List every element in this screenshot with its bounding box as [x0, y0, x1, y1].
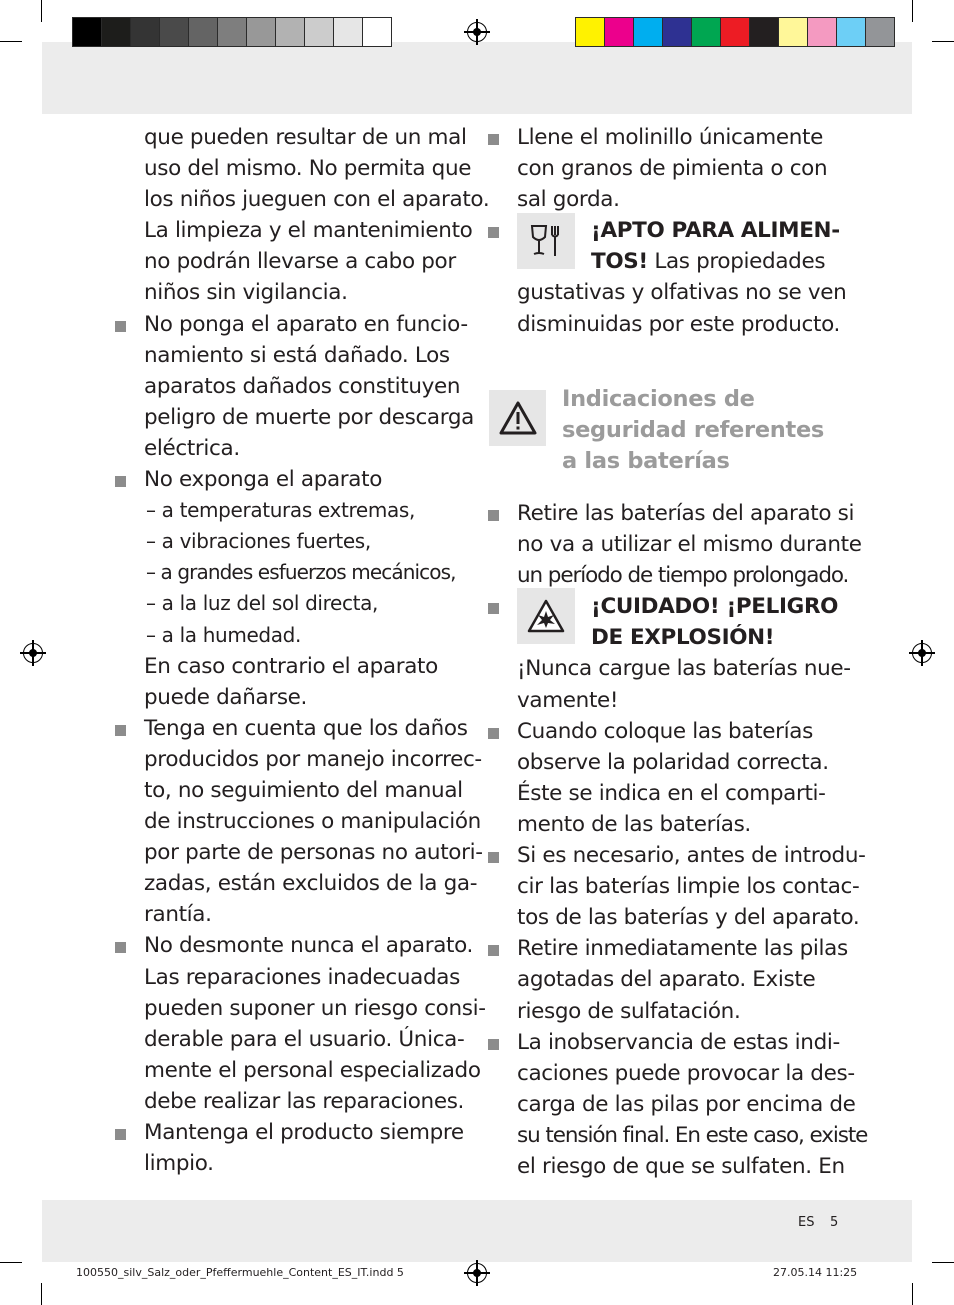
footer-band — [42, 1200, 912, 1262]
gray-swatch — [275, 17, 305, 47]
text-line: carga de las pilas por encima de — [517, 1091, 856, 1117]
list-item — [517, 716, 849, 840]
list-item — [517, 122, 849, 215]
text-line: puede dañarse. — [144, 684, 308, 710]
text-line: La limpieza y el mantenimiento — [144, 218, 473, 244]
gray-swatch — [130, 17, 160, 47]
color-swatch — [807, 17, 837, 47]
text-line: su tensión final. En este caso, existe — [517, 1122, 868, 1148]
text-line: de instrucciones o manipulación — [144, 809, 481, 835]
bullet-square-icon — [488, 510, 499, 521]
left-column — [144, 122, 490, 1179]
battery-safety-heading — [562, 384, 852, 478]
color-swatch — [604, 17, 634, 47]
slug-filename: 100550_silv_Salz_oder_Pfeffermuehle_Content_ES_IT.indd 5 — [76, 1266, 404, 1279]
bullet-square-icon — [488, 603, 499, 614]
list-item — [144, 122, 490, 309]
text-line: por parte de personas no autori- — [144, 840, 483, 866]
warning-triangle-icon — [489, 390, 546, 446]
text-line: Las reparaciones inadecuadas — [144, 964, 460, 990]
text-line: eléctrica. — [144, 435, 240, 461]
registration-mark-right — [912, 643, 932, 663]
text-line: producidos por manejo incorrec- — [144, 746, 482, 772]
color-swatch — [633, 17, 663, 47]
color-swatch — [865, 17, 895, 47]
list-item — [144, 1117, 474, 1179]
registration-mark-bottom — [467, 1263, 487, 1283]
text-line: debe realizar las reparaciones. — [144, 1088, 465, 1114]
color-swatch — [691, 17, 721, 47]
page-number: 5 — [830, 1215, 839, 1230]
text-line: No exponga el aparato — [144, 467, 383, 493]
text-line: disminuidas por este producto. — [517, 311, 841, 337]
list-item — [517, 840, 866, 933]
gray-swatch — [362, 17, 392, 47]
text-line: a las baterías — [562, 448, 730, 475]
explosion-hazard-icon — [517, 588, 575, 644]
text-line: aparatos dañados constituyen — [144, 373, 461, 399]
text-line: No ponga el aparato en funcio- — [144, 311, 468, 337]
text-line: sal gorda. — [517, 187, 620, 213]
bullet-square-icon — [488, 852, 499, 863]
text-line: seguridad referentes — [562, 417, 825, 444]
gray-swatch — [304, 17, 334, 47]
text-line: derable para el usuario. Única- — [144, 1026, 465, 1052]
text-line: Éste se indica en el comparti- — [517, 780, 826, 806]
text-line: riesgo de sulfatación. — [517, 998, 741, 1024]
food-safe-title-end: TOS! — [591, 249, 648, 275]
text-line: zadas, están excluidos de la ga- — [144, 871, 478, 897]
list-item — [144, 309, 474, 464]
text-line: no podrán llevarse a cabo por — [144, 249, 456, 275]
bullet-square-icon — [115, 942, 126, 953]
gray-swatch — [72, 17, 102, 47]
text-line: Llene el molinillo únicamente — [517, 125, 824, 150]
text-line: que pueden resultar de un mal — [144, 125, 467, 150]
explosion-title-end: DE EXPLOSIÓN! — [591, 625, 775, 651]
text-line: uso del mismo. No permita que — [144, 156, 472, 182]
text-line: observe la polaridad correcta. — [517, 749, 829, 775]
text-line: caciones puede provocar la des- — [517, 1060, 855, 1086]
list-item — [517, 498, 862, 591]
text-line: to, no seguimiento del manual — [144, 777, 463, 803]
sub-list-line: – a temperaturas extremas, — [146, 498, 415, 523]
color-swatch — [575, 17, 605, 47]
bullet-square-icon — [115, 725, 126, 736]
sub-list-line: – a la luz del sol directa, — [146, 591, 379, 616]
list-item — [144, 713, 483, 931]
right-column-top — [517, 122, 849, 340]
text-line: Tenga en cuenta que los daños — [144, 715, 468, 741]
text-line: tos de las baterías y del aparato. — [517, 905, 860, 931]
text-line: ¡Nunca cargue las baterías nue- — [517, 656, 851, 682]
text-line: agotadas del aparato. Existe — [517, 967, 816, 993]
registration-mark-left — [23, 643, 43, 663]
text-line: En caso contrario el aparato — [144, 653, 438, 679]
text-line: mento de las baterías. — [517, 811, 751, 837]
gray-swatch — [333, 17, 363, 47]
text-line: peligro de muerte por descarga — [144, 404, 474, 430]
bullet-square-icon — [488, 945, 499, 956]
food-safe-text: Las propiedades — [647, 249, 826, 275]
sub-list-line: – a vibraciones fuertes, — [146, 529, 371, 554]
header-band — [42, 42, 912, 114]
text-line: mente el personal especializado — [144, 1057, 481, 1083]
text-line: cir las baterías limpie los contac- — [517, 874, 860, 900]
food-safe-icon — [517, 213, 575, 269]
text-line: el riesgo de que se sulfaten. En — [517, 1153, 845, 1179]
bullet-square-icon — [488, 227, 499, 238]
text-line: No desmonte nunca el aparato. — [144, 933, 474, 959]
list-item — [144, 464, 474, 713]
text-line: Si es necesario, antes de introdu- — [517, 843, 866, 869]
food-safe-item — [517, 215, 849, 339]
bullet-square-icon — [115, 1129, 126, 1140]
bullet-square-icon — [115, 476, 126, 487]
text-line: vamente! — [517, 687, 619, 713]
color-swatch — [778, 17, 808, 47]
text-line: namiento si está dañado. Los — [144, 342, 450, 368]
text-line: Retire las baterías del aparato si — [517, 501, 855, 526]
color-swatch — [662, 17, 692, 47]
list-item — [517, 1027, 868, 1182]
gray-swatch — [159, 17, 189, 47]
explosion-title: ¡CUIDADO! ¡PELIGRO — [591, 594, 839, 620]
gray-swatch — [217, 17, 247, 47]
text-line: pueden suponer un riesgo consi- — [144, 995, 486, 1021]
color-swatch — [749, 17, 779, 47]
bullet-square-icon — [488, 134, 499, 145]
bullet-square-icon — [115, 321, 126, 332]
sub-list-line: – a grandes esfuerzos mecánicos, — [146, 560, 456, 585]
text-line: limpio. — [144, 1151, 214, 1177]
bullet-square-icon — [488, 728, 499, 739]
text-line: los niños jueguen con el aparato. — [144, 187, 490, 213]
text-line: rantía. — [144, 902, 212, 928]
text-line: no va a utilizar el mismo durante — [517, 532, 862, 558]
food-safe-title: ¡APTO PARA ALIMEN- — [591, 218, 840, 244]
text-line: Cuando coloque las baterías — [517, 718, 813, 744]
slug-date: 27.05.14 11:25 — [773, 1266, 858, 1279]
right-column-batteries — [517, 498, 868, 1182]
gray-swatch — [188, 17, 218, 47]
text-line: niños sin vigilancia. — [144, 280, 348, 306]
footer-language: ES — [798, 1215, 815, 1230]
text-line: Indicaciones de — [562, 386, 755, 412]
text-line: gustativas y olfativas no se ven — [517, 280, 847, 306]
sub-list-line: – a la humedad. — [146, 622, 302, 647]
text-line: con granos de pimienta o con — [517, 156, 828, 182]
gray-swatch — [101, 17, 131, 47]
explosion-warning-item — [517, 591, 849, 715]
process-color-bar — [575, 17, 894, 47]
color-swatch — [720, 17, 750, 47]
text-line: Retire inmediatamente las pilas — [517, 936, 848, 962]
text-line: Mantenga el producto siempre — [144, 1120, 464, 1145]
color-swatch — [836, 17, 866, 47]
bullet-square-icon — [488, 1039, 499, 1050]
list-item — [517, 933, 849, 1026]
list-item — [144, 930, 486, 1117]
text-line: La inobservancia de estas indi- — [517, 1029, 840, 1055]
text-line: un período de tiempo prolongado. — [517, 563, 849, 589]
gray-swatch — [246, 17, 276, 47]
registration-mark-top — [467, 22, 487, 42]
gray-color-bar — [72, 17, 391, 47]
